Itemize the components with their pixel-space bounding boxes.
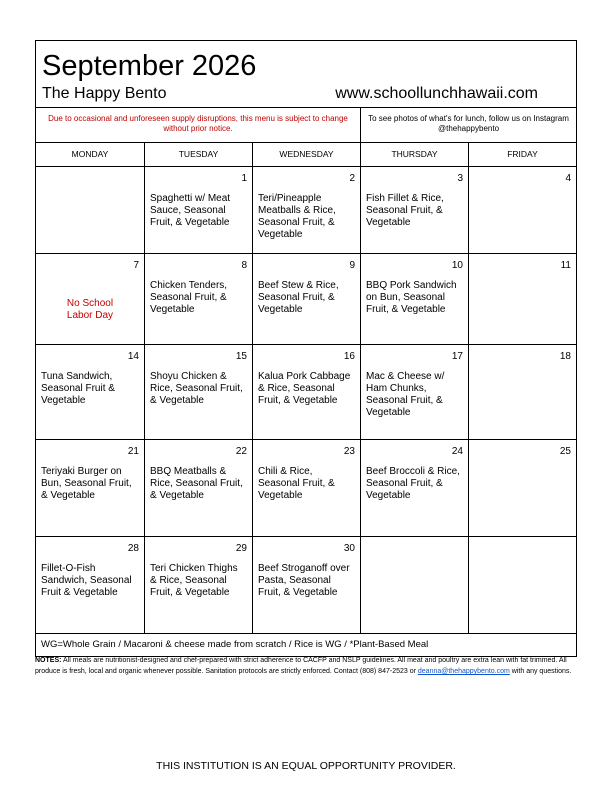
day-cell — [469, 167, 576, 253]
day-cell — [253, 440, 361, 536]
day-cell — [36, 254, 145, 344]
date-number: 8 — [241, 260, 247, 271]
meal-text: Tuna Sandwich, Seasonal Fruit & Vegetable — [41, 371, 115, 406]
date-number: 24 — [451, 446, 463, 457]
day-cell — [36, 167, 145, 253]
week-row — [36, 537, 576, 634]
date-number: 3 — [457, 173, 463, 184]
notes-text: All meals are nutritionist-designed and chef-prepared with strict adherence to CACFP and NSLP guidelines. All meat and poultry are extra lean with fat trimmed. All produce is fresh, local and organic whenever possible. Sanitation protocols are strictly enforced. Contact (808) 847-2523 or — [35, 657, 567, 675]
day-header-friday: FRIDAY — [507, 149, 538, 159]
holiday-name: Labor Day — [66, 310, 114, 321]
date-number: 28 — [127, 543, 139, 554]
notes-section — [35, 655, 577, 677]
day-cell — [253, 254, 361, 344]
calendar-header — [36, 41, 576, 108]
day-cell — [469, 440, 576, 536]
day-cell — [361, 440, 469, 536]
meal-text: Spaghetti w/ Meat Sauce, Seasonal Fruit, & Vegetable — [150, 193, 231, 228]
meal-text: Shoyu Chicken & Rice, Seasonal Fruit, & Vegetable — [150, 371, 243, 406]
day-cell — [361, 167, 469, 253]
date-number: 29 — [235, 543, 247, 554]
holiday-notice — [36, 298, 144, 322]
weekday-header-row — [36, 143, 576, 167]
meal-text: Fish Fillet & Rice, Seasonal Fruit, & Vegetable — [366, 193, 444, 228]
meal-text: Fillet-O-Fish Sandwich, Seasonal Fruit & Vegetable — [41, 563, 132, 598]
meal-text: BBQ Pork Sandwich on Bun, Seasonal Fruit, & Vegetable — [366, 280, 457, 315]
date-number: 23 — [343, 446, 355, 457]
meal-text: Beef Stew & Rice, Seasonal Fruit, & Vegetable — [258, 280, 339, 315]
contact-email-link[interactable]: deanna@thehappybento.com — [417, 668, 510, 675]
meal-text: Chili & Rice, Seasonal Fruit, & Vegetable — [258, 466, 335, 501]
meal-text: Mac & Cheese w/ Ham Chunks, Seasonal Fruit, & Vegetable — [366, 371, 445, 418]
week-row — [36, 345, 576, 440]
day-cell — [145, 254, 253, 344]
date-number: 30 — [343, 543, 355, 554]
day-cell — [145, 537, 253, 633]
day-header-thursday: THURSDAY — [361, 143, 469, 166]
holiday-line: No School — [66, 298, 114, 309]
date-number: 4 — [565, 173, 571, 184]
footer-statement: THIS INSTITUTION IS AN EQUAL OPPORTUNITY PROVIDER. — [156, 760, 456, 772]
day-cell — [253, 537, 361, 633]
menu-calendar — [35, 40, 577, 657]
day-cell — [145, 167, 253, 253]
day-cell — [361, 254, 469, 344]
day-cell — [145, 345, 253, 439]
day-cell — [36, 537, 145, 633]
meal-text: BBQ Meatballs & Rice, Seasonal Fruit, & Vegetable — [150, 466, 243, 501]
date-number: 7 — [133, 260, 139, 271]
date-number: 11 — [560, 260, 571, 271]
meal-text: Teri Chicken Thighs & Rice, Seasonal Fruit, & Vegetable — [150, 563, 238, 598]
meal-text: Kalua Pork Cabbage & Rice, Seasonal Fruit, & Vegetable — [258, 371, 351, 406]
date-number: 1 — [241, 173, 247, 184]
day-cell — [145, 440, 253, 536]
meal-text: Teriyaki Burger on Bun, Seasonal Fruit, & Vegetable — [41, 466, 132, 501]
week-row — [36, 167, 576, 254]
notice-row — [36, 108, 576, 143]
week-row — [36, 440, 576, 537]
date-number: 21 — [127, 446, 139, 457]
brand-name: The Happy Bento — [42, 85, 167, 102]
day-cell — [36, 345, 145, 439]
day-header-wednesday: WEDNESDAY — [253, 143, 361, 166]
notes-label: NOTES: — [35, 657, 62, 664]
day-cell — [361, 537, 469, 633]
meal-text: Beef Broccoli & Rice, Seasonal Fruit, & Vegetable — [366, 466, 460, 501]
day-header-monday: MONDAY — [36, 143, 145, 166]
day-cell — [253, 167, 361, 253]
day-cell — [469, 537, 576, 633]
meal-text: Beef Stroganoff over Pasta, Seasonal Fruit, & Vegetable — [258, 563, 350, 598]
date-number: 14 — [127, 351, 139, 362]
notes-tail: with any questions. — [509, 668, 572, 675]
disclaimer-notice: Due to occasional and unforeseen supply disruptions, this menu is subject to change without prior notice. — [36, 108, 361, 142]
day-cell — [253, 345, 361, 439]
week-row — [36, 254, 576, 345]
instagram-notice: To see photos of what's for lunch, follow us on Instagram @thehappybento — [368, 114, 569, 133]
date-number: 25 — [559, 446, 571, 457]
day-cell — [36, 440, 145, 536]
date-number: 18 — [559, 351, 571, 362]
date-number: 2 — [349, 173, 355, 184]
page-title: September 2026 — [42, 50, 257, 82]
website-text: www.schoollunchhawaii.com — [335, 85, 538, 102]
date-number: 9 — [349, 260, 355, 271]
day-header-tuesday: TUESDAY — [145, 143, 253, 166]
day-cell — [361, 345, 469, 439]
date-number: 16 — [343, 351, 355, 362]
meal-text: Chicken Tenders, Seasonal Fruit, & Vegetable — [150, 280, 228, 315]
legend-row: WG=Whole Grain / Macaroni & cheese made from scratch / Rice is WG / *Plant-Based Meal — [41, 639, 429, 650]
date-number: 17 — [451, 351, 463, 362]
day-cell — [469, 254, 576, 344]
date-number: 15 — [235, 351, 247, 362]
day-cell — [469, 345, 576, 439]
date-number: 10 — [451, 260, 463, 271]
meal-text: Teri/Pineapple Meatballs & Rice, Seasonal Fruit, & Vegetable — [258, 193, 336, 240]
date-number: 22 — [235, 446, 247, 457]
